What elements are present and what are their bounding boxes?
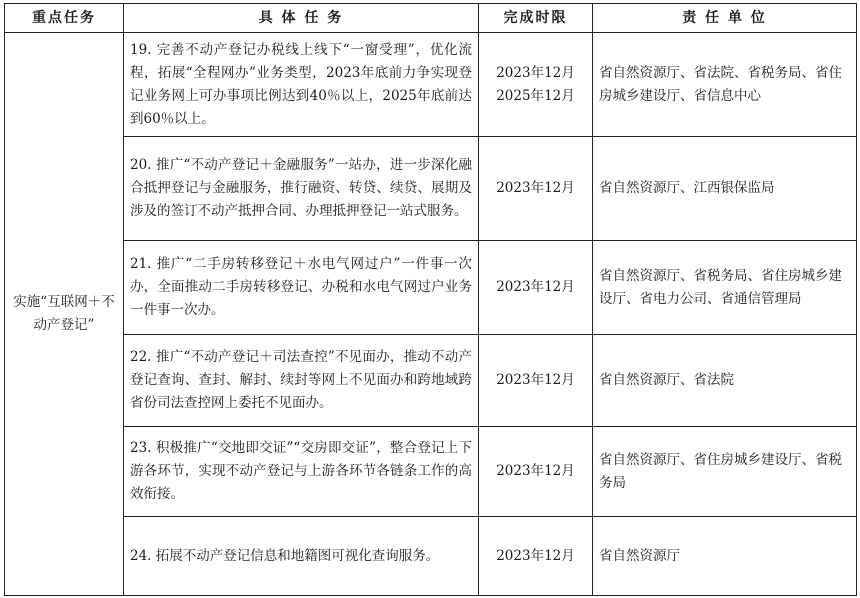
header-key-task: 重点任务 [5,4,124,33]
task-units: 省自然资源厅、省法院、省税务局、省住房城乡建设厅、省信息中心 [593,33,857,137]
header-specific-tasks: 具 体 任 务 [124,4,479,33]
header-deadline: 完成时限 [479,4,593,33]
task-deadline: 2023年12月 2025年12月 [479,33,593,137]
table-row [5,33,857,137]
task-deadline: 2023年12月 [479,427,593,517]
table-row [5,517,857,596]
table-row [5,137,857,241]
task-description: 21. 推广“二手房转移登记＋水电气网过户”一件事一次办，全面推动二手房转移登记、办税和水电气网过户业务一件事一次办。 [124,241,479,335]
table-row [5,427,857,517]
task-units: 省自然资源厅 [593,517,857,596]
table-row [5,241,857,335]
table-row [5,335,857,427]
task-description: 20. 推广“不动产登记＋金融服务”一站办，进一步深化融合抵押登记与金融服务，推行融资、转贷、续贷、展期及涉及的签订不动产抵押合同、办理抵押登记一站式服务。 [124,137,479,241]
task-units: 省自然资源厅、江西银保监局 [593,137,857,241]
task-deadline: 2023年12月 [479,241,593,335]
task-description: 22. 推广“不动产登记＋司法查控”不见面办，推动不动产登记查询、查封、解封、续封等网上不见面办和跨地域跨省份司法查控网上委托不见面办。 [124,335,479,427]
task-deadline: 2023年12月 [479,335,593,427]
task-deadline: 2023年12月 [479,517,593,596]
task-units: 省自然资源厅、省税务局、省住房城乡建设厅、省电力公司、省通信管理局 [593,241,857,335]
header-responsible-units: 责 任 单 位 [593,4,857,33]
task-units: 省自然资源厅、省住房城乡建设厅、省税务局 [593,427,857,517]
task-description: 24. 拓展不动产登记信息和地籍图可视化查询服务。 [124,517,479,596]
task-description: 23. 积极推广“交地即交证”“交房即交证”，整合登记上下游各环节，实现不动产登记与上游各环节各链条工作的高效衔接。 [124,427,479,517]
header-row [5,4,857,33]
task-description: 19. 完善不动产登记办税线上线下“一窗受理”，优化流程，拓展“全程网办”业务类型，2023年底前力争实现登记业务网上可办事项比例达到40％以上，2025年底前达到60％以上。 [124,33,479,137]
task-units: 省自然资源厅、省法院 [593,335,857,427]
task-table [4,3,857,596]
task-deadline: 2023年12月 [479,137,593,241]
key-task-cell: 实施“互联网＋不动产登记” [5,33,124,596]
